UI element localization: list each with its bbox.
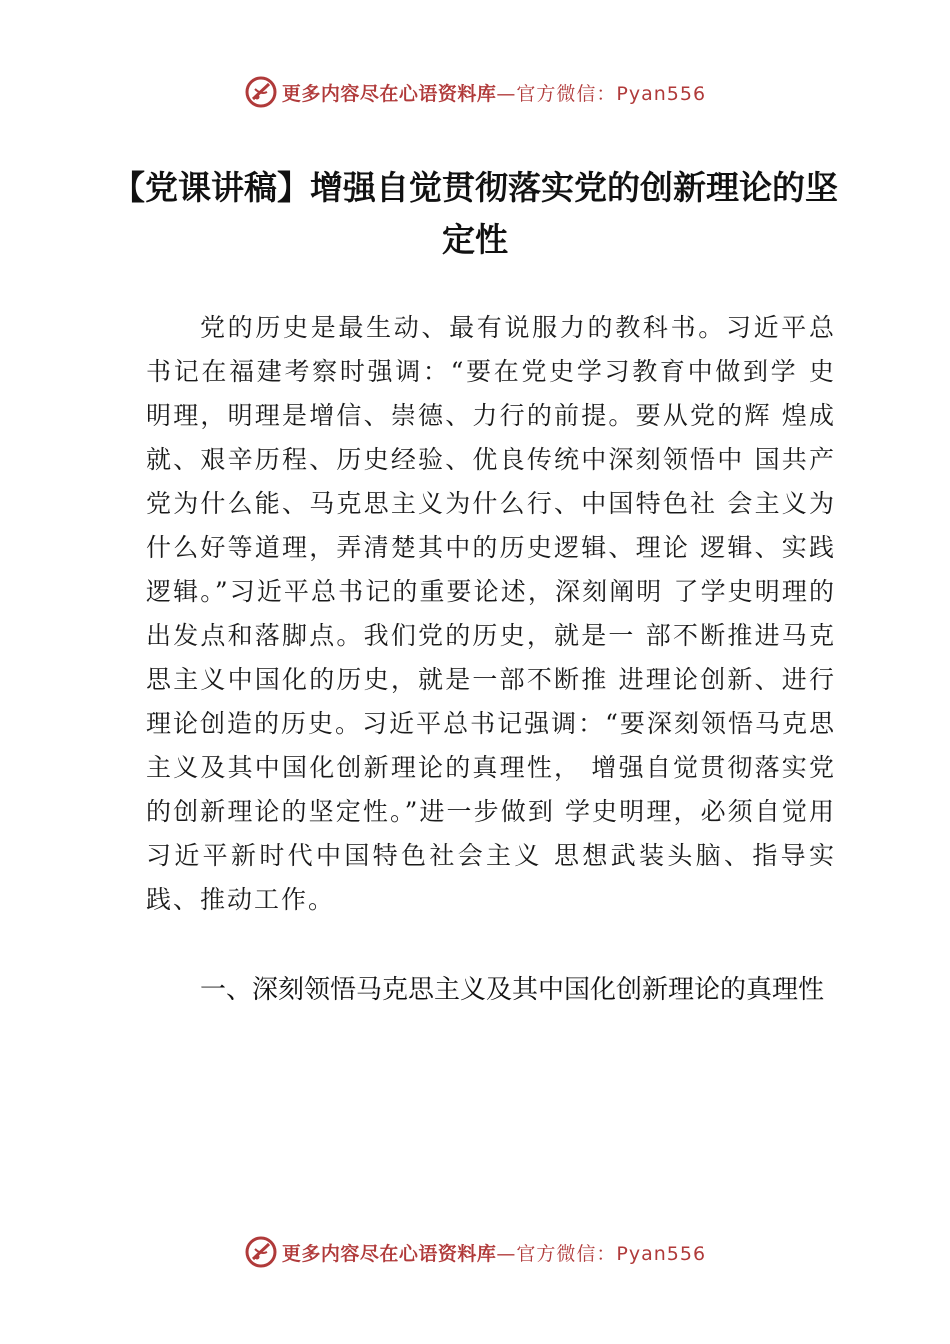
banner-wechat: —官方微信：Pyan556 (496, 82, 707, 105)
logo-icon (244, 1235, 278, 1269)
section-heading: 一、深刻领悟马克思主义及其中国化创新理论的真理性 (200, 975, 825, 1005)
page-title: 【党课讲稿】增强自觉贯彻落实党的创新理论的坚定性 (112, 168, 838, 259)
banner-text: 更多内容尽在心语资料库 (281, 82, 497, 105)
footer-banner (0, 1232, 950, 1272)
logo-icon (244, 75, 278, 109)
body-paragraph: 党的历史是最生动、最有说服力的教科书。习近平总书记在福建考察时强调：“要在党史学习教育中做到学 史明理，明理是增信、崇德、力行的前提。要从党的辉 煌成就、艰辛历程、历史经验、优良传统中深刻领悟中 国共产党为什么能、马克思主义为什么行、中国特色社 会主义为什么好等道理，弄清楚其中的历史逻辑、理论 逻辑、实践逻辑。”习近平总书记的重要论述，深刻阐明 了学史明理的出发点和落脚点。我们党的历史，就是一 部不断推进马克思主义中国化的历史，就是一部不断推 进理论创新、进行理论创造的历史。习近平总书记强调：“要深刻领悟马克思主义及其中国化创新理论的真理性， 增强自觉贯彻落实党的创新理论的坚定性。”进一步做到 学史明理，必须自觉用习近平新时代中国特色社会主义 思想武装头脑、指导实践、推动工作。 (146, 313, 836, 914)
header-banner (0, 72, 950, 112)
banner-wechat: —官方微信：Pyan556 (496, 1242, 707, 1265)
banner-text: 更多内容尽在心语资料库 (281, 1242, 497, 1265)
